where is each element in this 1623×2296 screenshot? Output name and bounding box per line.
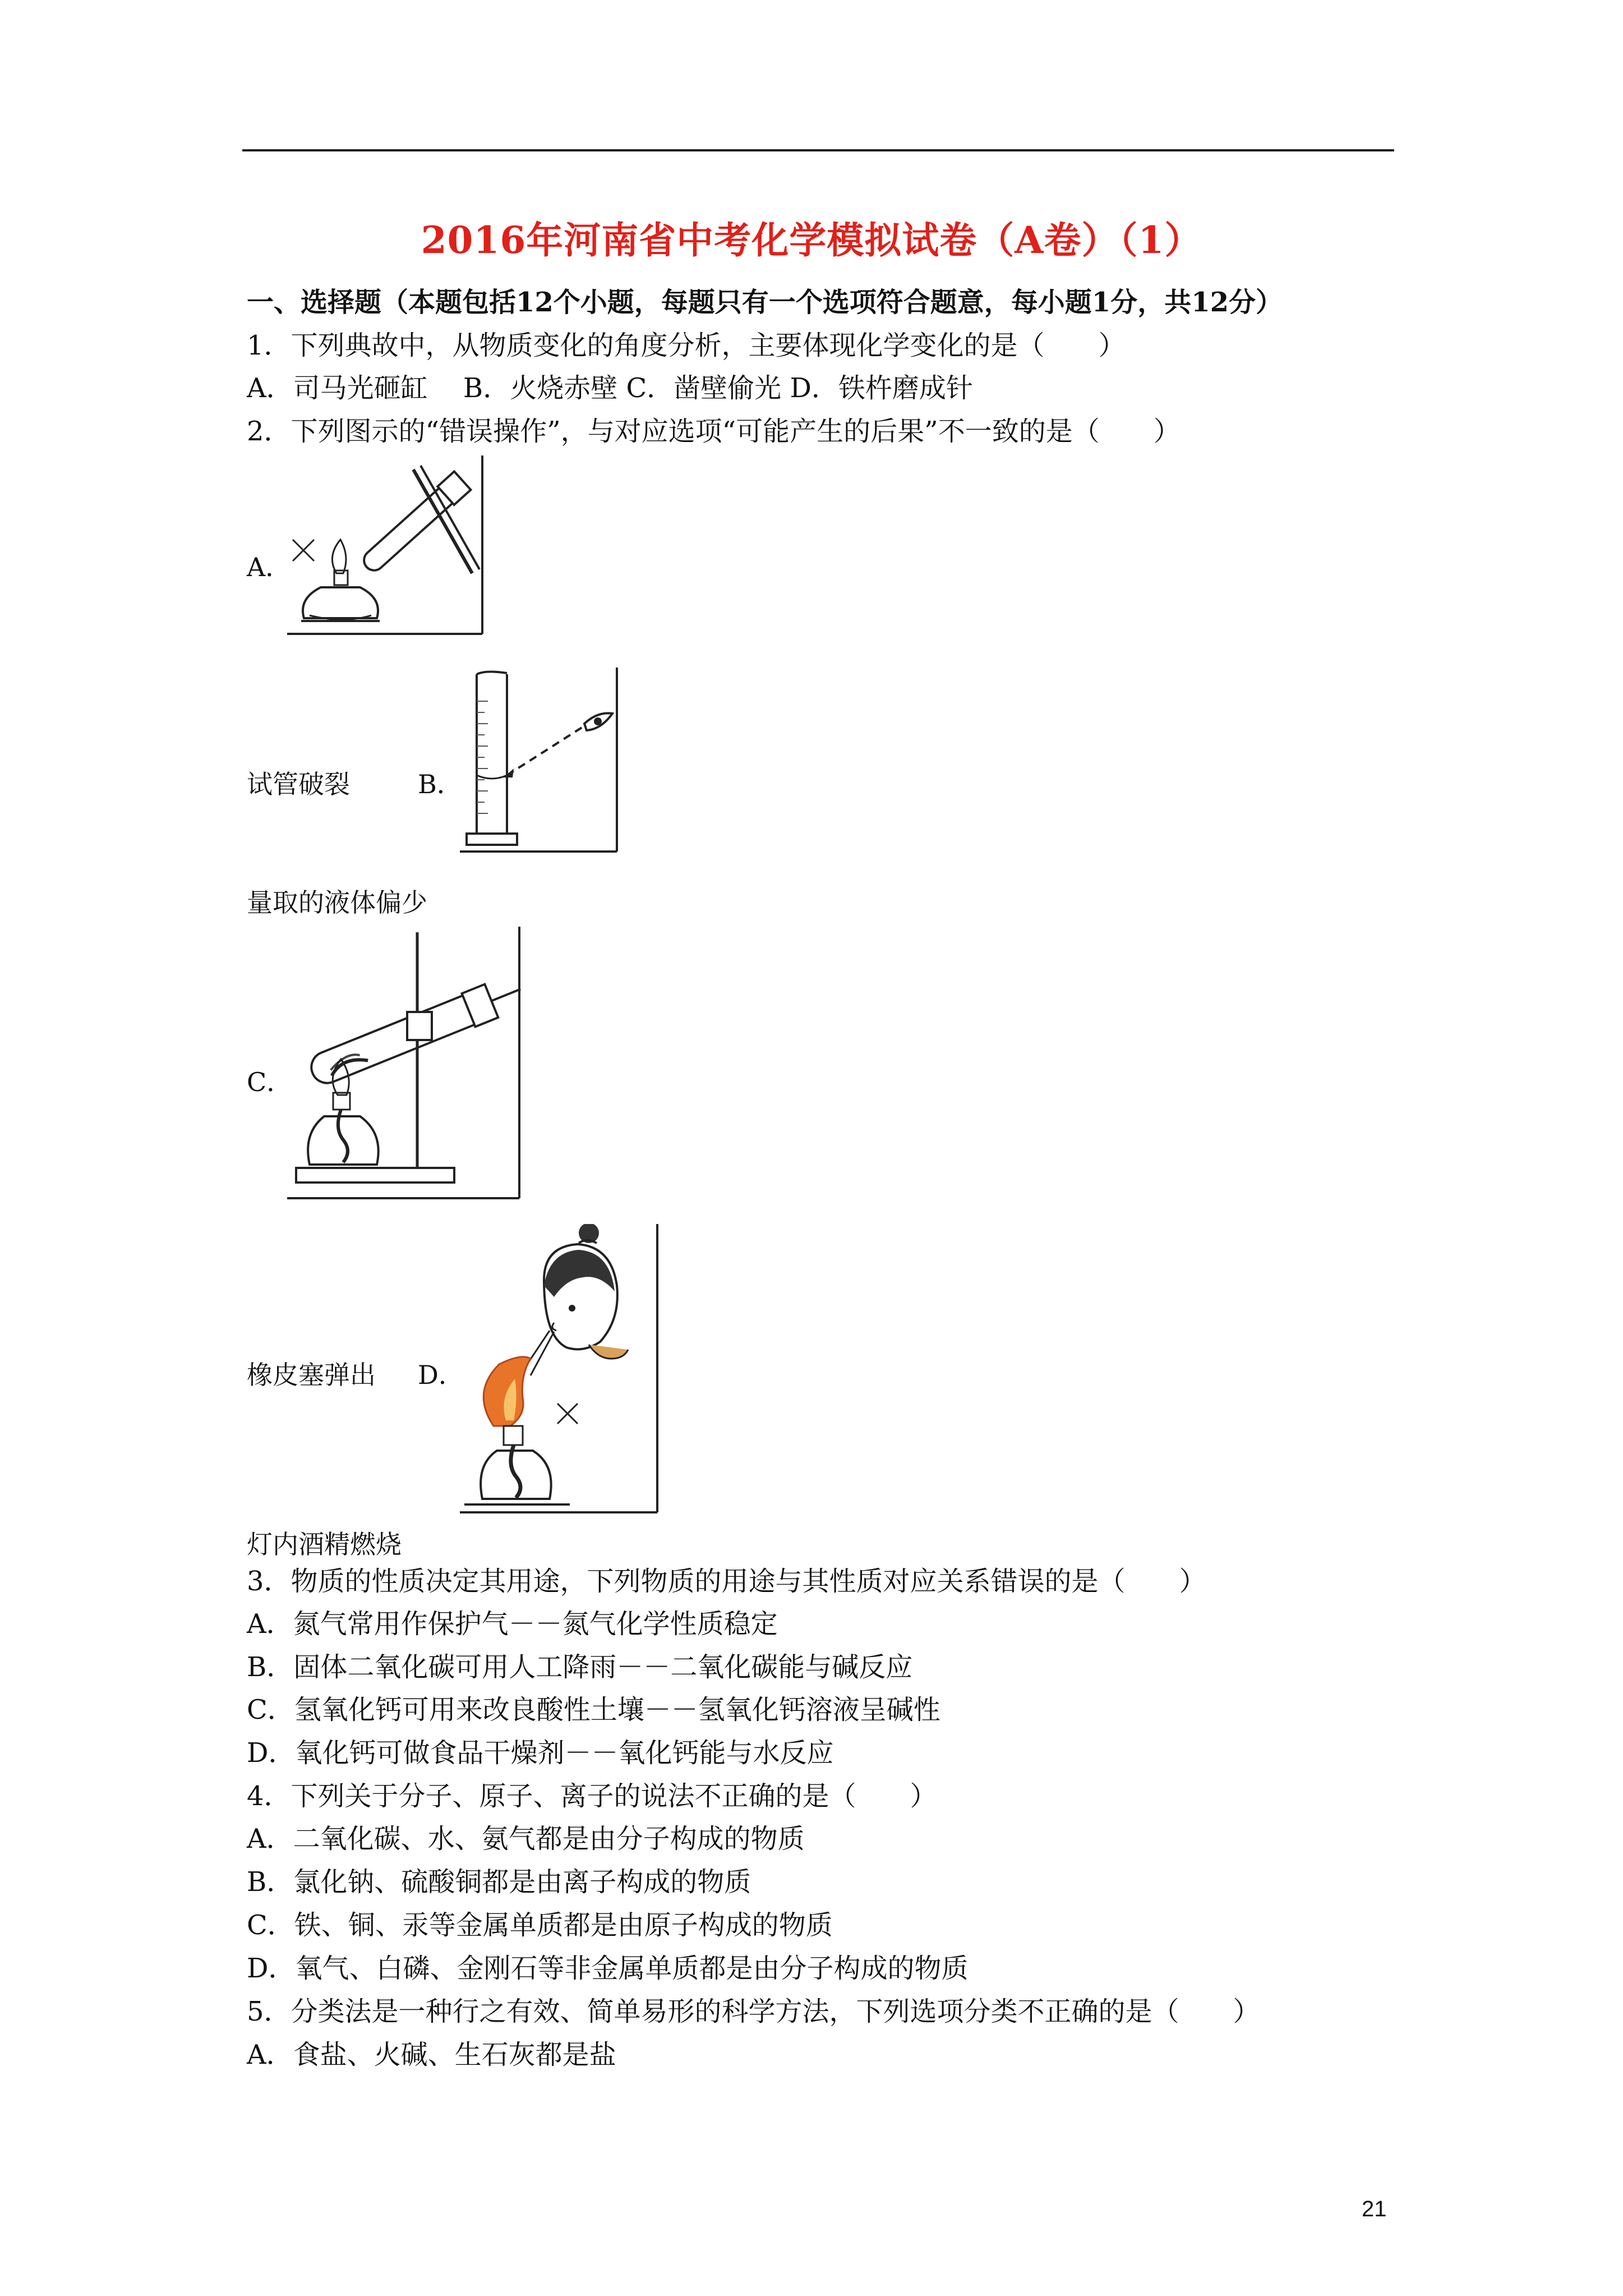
q2-option-a-result: 试管破裂 [247, 769, 350, 799]
q2-option-d-label: D． [418, 1360, 464, 1390]
q2-option-c-label: C． [247, 1067, 293, 1097]
q2-option-c-figure [287, 927, 522, 1199]
question-4-option-b: B．氯化钠、硫酸铜都是由离子构成的物质 [247, 1866, 751, 1898]
question-4-option-d: D．氧气、白磷、金刚石等非金属单质都是由分子构成的物质 [247, 1953, 969, 1984]
question-1-stem: 1．下列典故中，从物质变化的角度分析，主要体现化学变化的是（ ） [247, 330, 1126, 361]
question-4-option-c: C．铁、铜、汞等金属单质都是由原子构成的物质 [247, 1910, 833, 1941]
question-3-option-c: C．氢氧化钙可用来改良酸性土壤－－氢氧化钙溶液呈碱性 [247, 1694, 940, 1726]
header-rule [242, 149, 1394, 151]
question-2-stem: 2．下列图示的“错误操作”，与对应选项“可能产生的后果”不一致的是（ ） [247, 416, 1181, 447]
page-number: 21 [1362, 2197, 1387, 2221]
question-3-option-d: D．氧化钙可做食品干燥剂－－氧化钙能与水反应 [247, 1737, 834, 1769]
page-title: 2016年河南省中考化学模拟试卷（A卷）（1） [421, 218, 1202, 262]
q2-option-d-figure [460, 1224, 660, 1513]
question-3-option-b: B．固体二氧化碳可用人工降雨－－二氧化碳能与碱反应 [247, 1651, 913, 1683]
q2-option-b-figure [460, 668, 618, 853]
question-1-options: A．司马光砸缸 B．火烧赤壁 C．凿壁偷光 D．铁杵磨成针 [247, 372, 973, 404]
q2-option-b-label: B． [418, 769, 463, 799]
q2-option-a-figure [287, 455, 485, 635]
q2-option-b-result: 量取的液体偏少 [247, 887, 427, 918]
section-heading: 一、选择题（本题包括12个小题，每题只有一个选项符合题意，每小题1分，共12分） [247, 287, 1283, 318]
question-4-stem: 4．下列关于分子、原子、离子的说法不正确的是（ ） [247, 1780, 937, 1812]
question-4-option-a: A．二氧化碳、水、氨气都是由分子构成的物质 [247, 1823, 805, 1855]
question-3-stem: 3．物质的性质决定其用途，下列物质的用途与其性质对应关系错误的是（ ） [247, 1566, 1206, 1597]
question-5-option-a: A．食盐、火碱、生石灰都是盐 [247, 2039, 616, 2070]
q2-option-c-result: 橡皮塞弹出 [247, 1360, 376, 1390]
q2-option-a-label: A． [247, 552, 292, 582]
question-3-option-a: A．氮气常用作保护气－－氮气化学性质稳定 [247, 1608, 778, 1640]
question-5-stem: 5．分类法是一种行之有效、简单易形的科学方法，下列选项分类不正确的是（ ） [247, 1996, 1260, 2027]
q2-option-d-result: 灯内酒精燃烧 [247, 1529, 402, 1559]
